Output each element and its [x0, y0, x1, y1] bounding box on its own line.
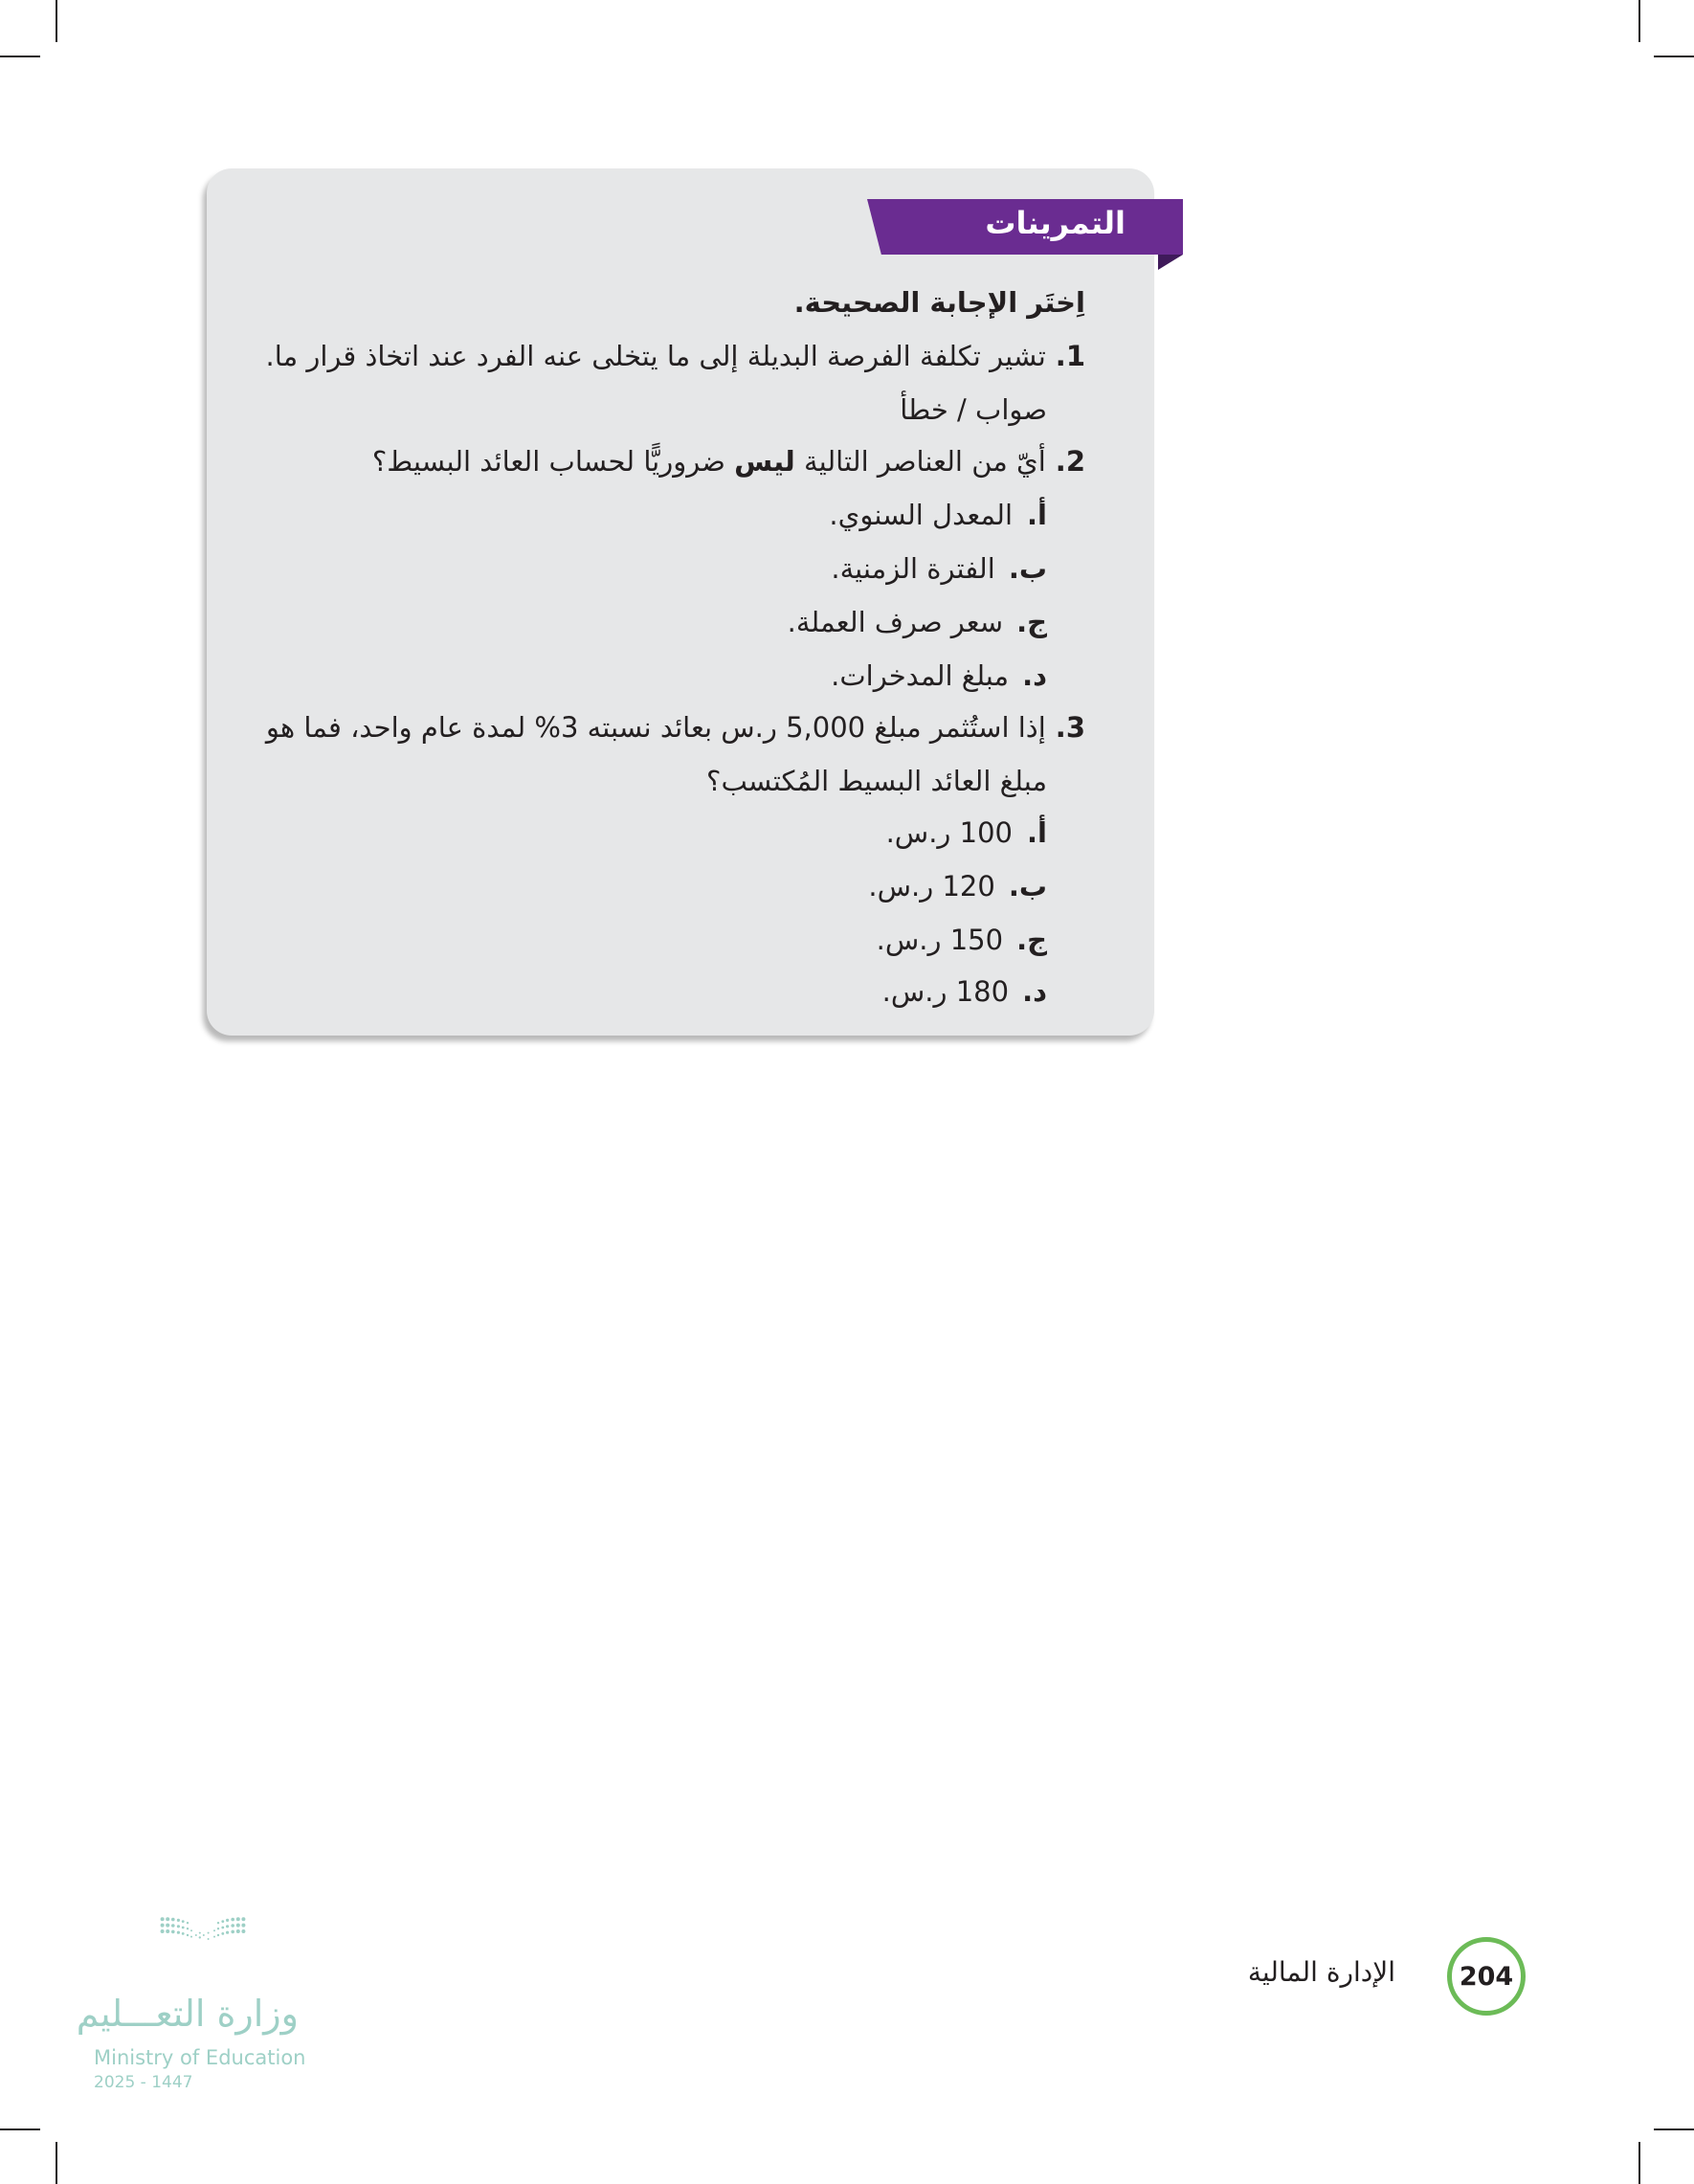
question-text: تشير تكلفة الفرصة البديلة إلى ما يتخلى عنه الفرد عند اتخاذ قرار ما. — [265, 340, 1046, 372]
option-letter: د. — [1022, 975, 1047, 1008]
crop-mark — [0, 2128, 40, 2130]
option-letter: د. — [1022, 659, 1047, 692]
question-1 — [266, 337, 1085, 375]
ministry-name-arabic: وزارة التعـــليم — [76, 1993, 299, 2035]
option-letter: ج. — [1016, 606, 1047, 638]
question-number: 3. — [1055, 711, 1085, 744]
crop-mark — [1654, 2128, 1694, 2130]
option-letter: أ. — [1027, 499, 1047, 531]
crop-mark — [1654, 56, 1694, 57]
question-3 — [266, 708, 1085, 747]
question-number: 1. — [1055, 340, 1085, 372]
option-item — [868, 867, 1047, 905]
option-text: المعدل السنوي. — [829, 499, 1013, 531]
page-number-badge — [1447, 1937, 1526, 2016]
option-item — [877, 921, 1047, 959]
question-text: إذا استُثمر مبلغ 5,000 ر.س بعائد نسبته 3% لمدة عام واحد، فما هو — [265, 711, 1046, 744]
option-letter: ب. — [1008, 552, 1047, 585]
option-item — [831, 549, 1047, 588]
question-text: أيّ من العناصر التالية ليس ضروريًّا لحساب العائد البسيط؟ — [371, 445, 1046, 478]
option-text: 100 ر.س. — [885, 816, 1013, 849]
option-text: 120 ر.س. — [868, 870, 995, 903]
question-number: 2. — [1055, 445, 1085, 478]
option-text: الفترة الزمنية. — [831, 552, 995, 585]
question-1-choices: صواب / خطأ — [900, 393, 1047, 426]
option-letter: ب. — [1008, 870, 1047, 903]
question-2 — [372, 442, 1085, 480]
crop-mark — [56, 2142, 57, 2184]
option-letter: ج. — [1016, 924, 1047, 956]
crop-mark — [56, 0, 57, 42]
instruction: اِختَر الإجابة الصحيحة. — [793, 286, 1085, 319]
exercise-title: التمرينات — [985, 205, 1126, 241]
book-title: الإدارة المالية — [1247, 1956, 1395, 1988]
option-item — [831, 657, 1047, 695]
question-3-text-line2: مبلغ العائد البسيط المُكتسب؟ — [706, 765, 1047, 797]
option-item — [882, 972, 1047, 1011]
emphasis-word: ليس — [734, 445, 795, 478]
crop-mark — [1638, 2142, 1640, 2184]
page-number: 204 — [1459, 1961, 1514, 1992]
option-letter: أ. — [1027, 816, 1047, 849]
option-item — [788, 603, 1047, 641]
ministry-name-english: Ministry of Education — [94, 2046, 306, 2069]
option-text: سعر صرف العملة. — [787, 606, 1004, 638]
option-text: مبلغ المدخرات. — [831, 659, 1010, 692]
option-item — [886, 813, 1047, 852]
ministry-year: 2025 - 1447 — [94, 2073, 193, 2092]
option-text: 150 ر.س. — [876, 924, 1004, 956]
tab-fold — [1158, 255, 1183, 270]
crop-mark — [0, 56, 40, 57]
ministry-logo-icon — [92, 1916, 314, 1993]
option-item — [829, 496, 1047, 534]
option-text: 180 ر.س. — [881, 975, 1010, 1008]
crop-mark — [1638, 0, 1640, 42]
